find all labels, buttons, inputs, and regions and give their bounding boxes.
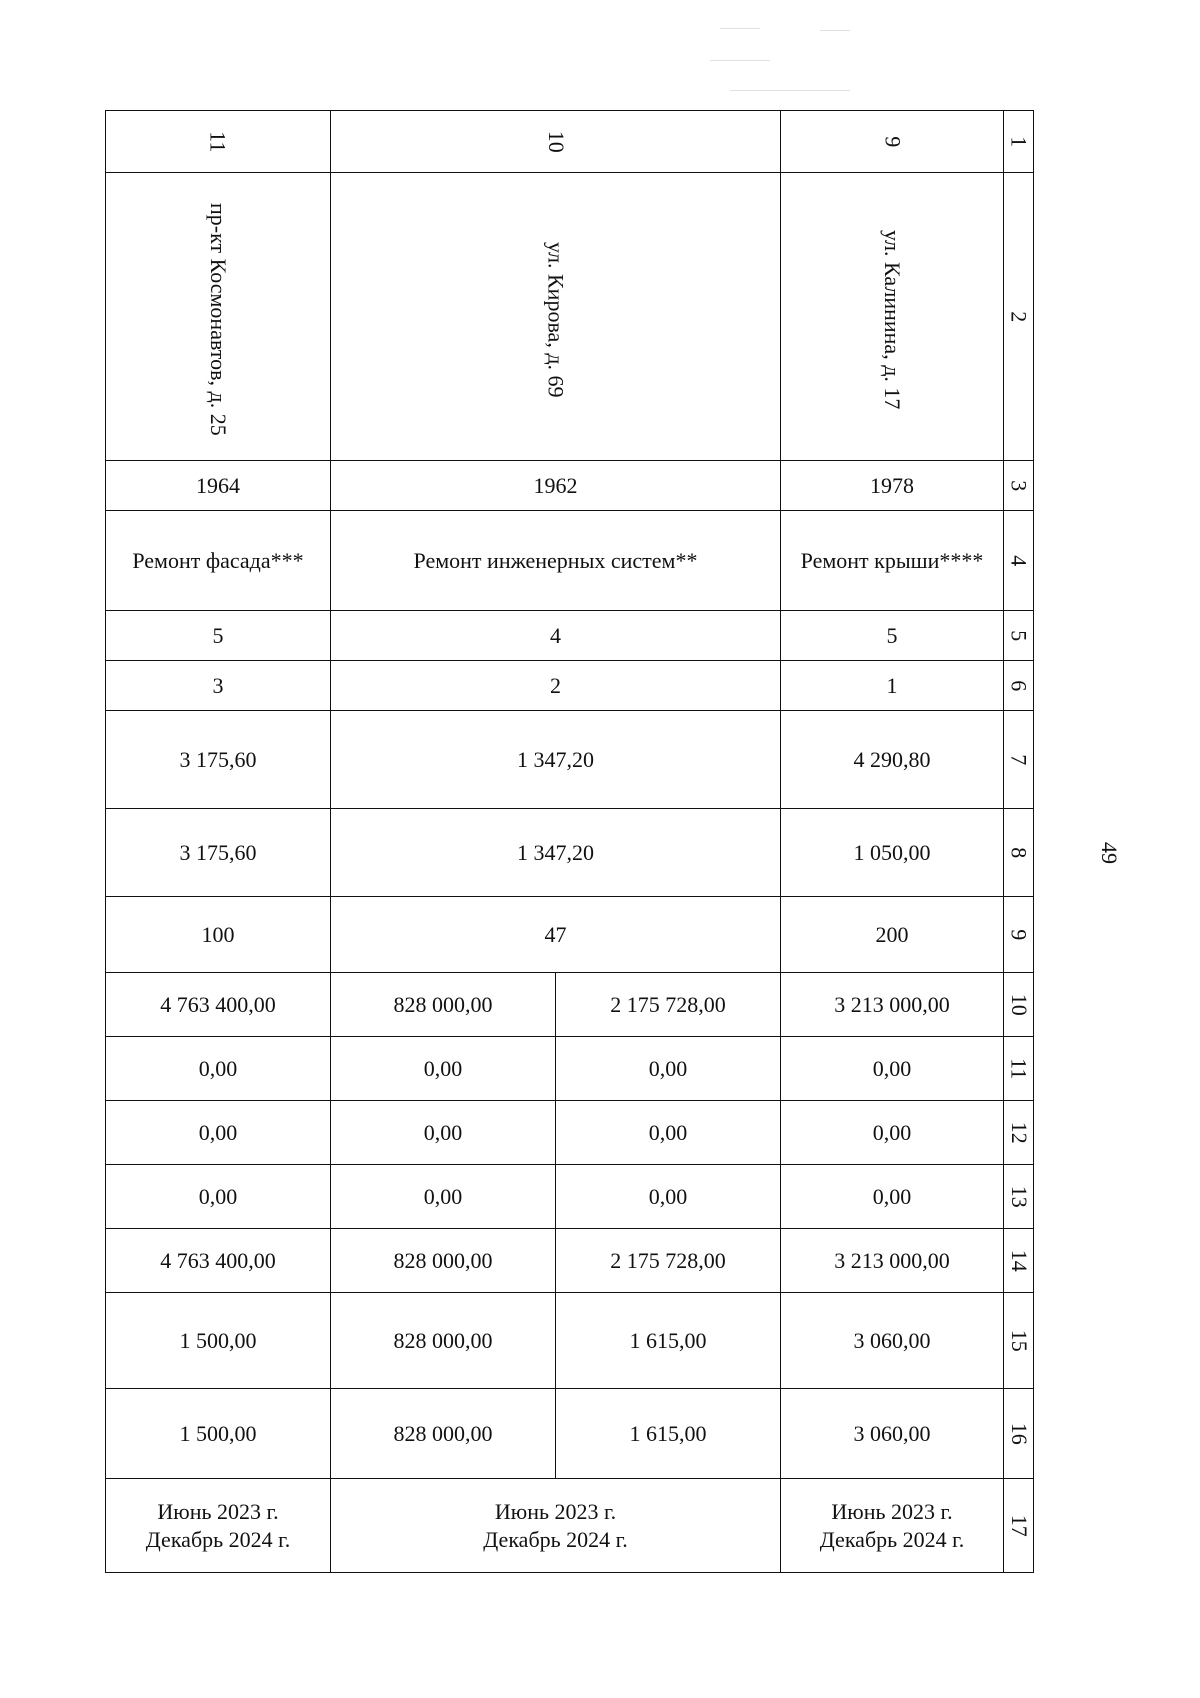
value-cell: 1	[781, 661, 1004, 711]
table-row	[106, 1479, 1034, 1573]
value-cell: 828 000,00	[331, 1389, 556, 1479]
table-row	[106, 511, 1034, 611]
year-cell: 1962	[331, 461, 781, 511]
address-cell: пр-кт Космонавтов, д. 25	[106, 173, 331, 461]
row-index: 13	[1004, 1165, 1034, 1229]
value-cell: 4 763 400,00	[106, 973, 331, 1037]
value-cell: 0,00	[781, 1101, 1004, 1165]
value-cell: 1 500,00	[106, 1293, 331, 1389]
value-cell: 1 347,20	[331, 809, 781, 897]
object-number: 10	[331, 111, 781, 173]
value-cell: 0,00	[781, 1165, 1004, 1229]
value-cell: 3	[106, 661, 331, 711]
table-row	[106, 711, 1034, 809]
value-cell: 828 000,00	[331, 1229, 556, 1293]
scan-artifact	[700, 20, 900, 100]
value-cell: 3 060,00	[781, 1293, 1004, 1389]
value-cell: 100	[106, 897, 331, 973]
row-index: 5	[1004, 611, 1034, 661]
value-cell: 828 000,00	[331, 1293, 556, 1389]
value-cell: 1 615,00	[556, 1389, 781, 1479]
value-cell: 2 175 728,00	[556, 973, 781, 1037]
date-start: Июнь 2023 г.	[157, 1499, 279, 1524]
table-row	[106, 1101, 1034, 1165]
value-cell: 1 615,00	[556, 1293, 781, 1389]
work-table	[105, 110, 1034, 1573]
row-index: 16	[1004, 1389, 1034, 1479]
table-row	[106, 973, 1034, 1037]
value-cell: 0,00	[331, 1101, 556, 1165]
row-index: 14	[1004, 1229, 1034, 1293]
value-cell: 2	[331, 661, 781, 711]
dates-cell	[331, 1479, 781, 1573]
table-row	[106, 897, 1034, 973]
value-cell: 1 050,00	[781, 809, 1004, 897]
value-cell: 2 175 728,00	[556, 1229, 781, 1293]
value-cell: 0,00	[556, 1101, 781, 1165]
row-index: 1	[1004, 111, 1034, 173]
row-index: 8	[1004, 809, 1034, 897]
table-row	[106, 661, 1034, 711]
value-cell: 3 213 000,00	[781, 1229, 1004, 1293]
value-cell: 3 175,60	[106, 711, 331, 809]
work-type-cell: Ремонт фасада***	[106, 511, 331, 611]
value-cell: 4 763 400,00	[106, 1229, 331, 1293]
row-index: 17	[1004, 1479, 1034, 1573]
value-cell: 4 290,80	[781, 711, 1004, 809]
row-index: 3	[1004, 461, 1034, 511]
page-number: 49	[1097, 842, 1122, 864]
row-index: 9	[1004, 897, 1034, 973]
table-row	[106, 1389, 1034, 1479]
table-row	[106, 111, 1034, 173]
object-number: 11	[106, 111, 331, 173]
row-index: 4	[1004, 511, 1034, 611]
value-cell: 3 213 000,00	[781, 973, 1004, 1037]
year-cell: 1964	[106, 461, 331, 511]
table-row	[106, 1229, 1034, 1293]
row-index: 10	[1004, 973, 1034, 1037]
row-index: 6	[1004, 661, 1034, 711]
value-cell: 0,00	[781, 1037, 1004, 1101]
row-index: 2	[1004, 173, 1034, 461]
dates-cell	[781, 1479, 1004, 1573]
table-row	[106, 1165, 1034, 1229]
date-end: Декабрь 2024 г.	[145, 1526, 291, 1552]
date-start: Июнь 2023 г.	[494, 1499, 617, 1524]
value-cell: 3 060,00	[781, 1389, 1004, 1479]
table-row	[106, 173, 1034, 461]
row-index: 11	[1004, 1037, 1034, 1101]
date-end: Декабрь 2024 г.	[483, 1526, 628, 1552]
work-type-cell: Ремонт крыши****	[781, 511, 1004, 611]
value-cell: 5	[781, 611, 1004, 661]
value-cell: 200	[781, 897, 1004, 973]
value-cell: 47	[331, 897, 781, 973]
table-row	[106, 1293, 1034, 1389]
table-row	[106, 1037, 1034, 1101]
date-end: Декабрь 2024 г.	[819, 1526, 965, 1552]
value-cell: 0,00	[331, 1037, 556, 1101]
value-cell: 0,00	[331, 1165, 556, 1229]
value-cell: 828 000,00	[331, 973, 556, 1037]
value-cell: 3 175,60	[106, 809, 331, 897]
value-cell: 1 500,00	[106, 1389, 331, 1479]
table-row	[106, 809, 1034, 897]
value-cell: 0,00	[106, 1037, 331, 1101]
address-cell: ул. Кирова, д. 69	[331, 173, 781, 461]
value-cell: 1 347,20	[331, 711, 781, 809]
value-cell: 0,00	[106, 1165, 331, 1229]
value-cell: 0,00	[556, 1165, 781, 1229]
address-cell: ул. Калинина, д. 17	[781, 173, 1004, 461]
object-number: 9	[781, 111, 1004, 173]
row-index: 15	[1004, 1293, 1034, 1389]
dates-cell	[106, 1479, 331, 1573]
date-start: Июнь 2023 г.	[831, 1499, 953, 1524]
row-index: 7	[1004, 711, 1034, 809]
value-cell: 0,00	[556, 1037, 781, 1101]
row-index: 12	[1004, 1101, 1034, 1165]
value-cell: 4	[331, 611, 781, 661]
value-cell: 0,00	[106, 1101, 331, 1165]
table-row	[106, 461, 1034, 511]
value-cell: 5	[106, 611, 331, 661]
work-type-cell: Ремонт инженерных систем**	[331, 511, 781, 611]
table-row	[106, 611, 1034, 661]
year-cell: 1978	[781, 461, 1004, 511]
